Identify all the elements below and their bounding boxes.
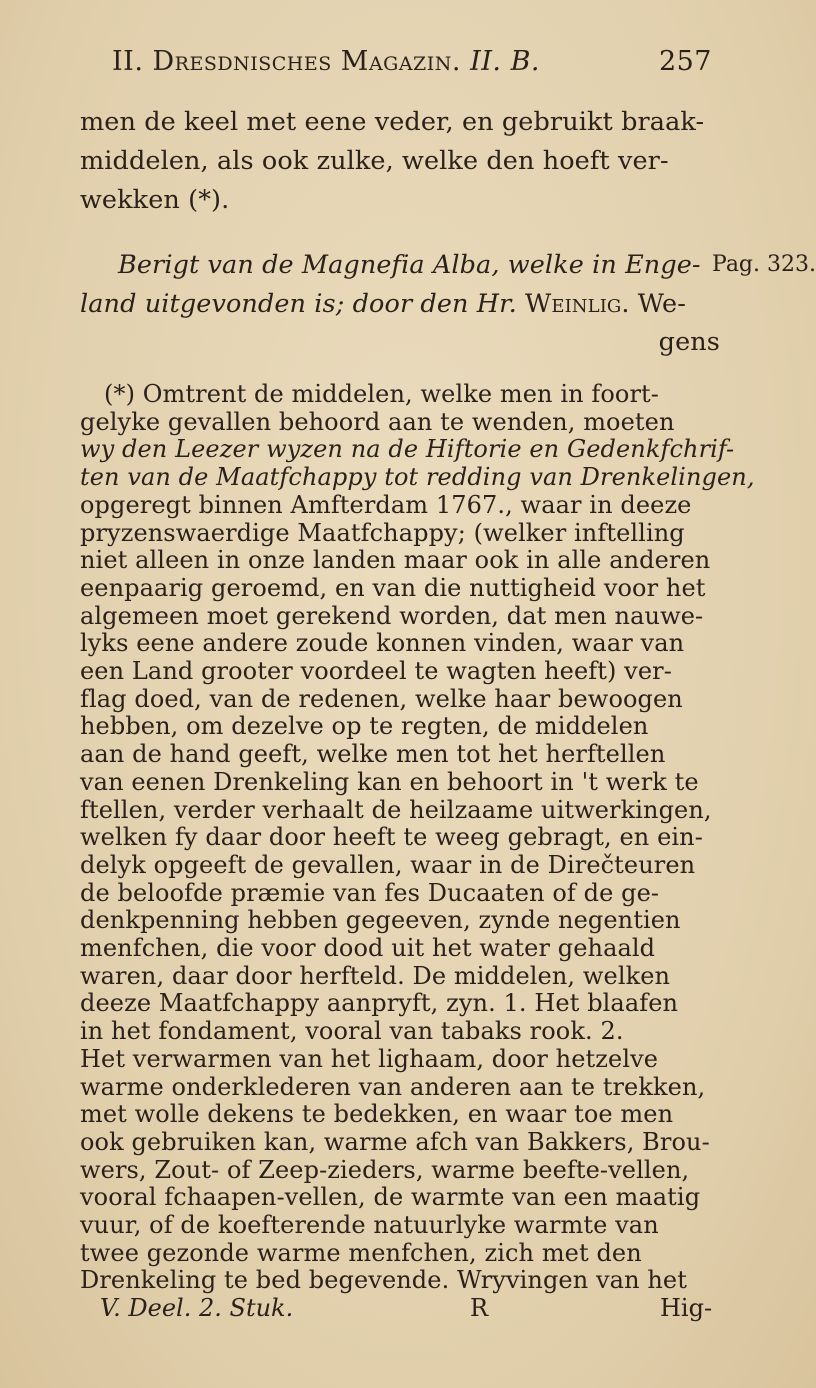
footnote-line: hebben, om dezelve op te regten, de middelen: [80, 712, 649, 741]
footnote-line: pryzenswaerdige Maatfchappy; (welker inftelling: [80, 518, 685, 547]
footnote-line: twee gezonde warme menfchen, zich met den: [80, 1238, 642, 1267]
footnote-line: ten van de Maatfchappy tot redding van Drenkelingen,: [80, 463, 755, 492]
footnote-line: lyks eene andere zoude konnen vinden, waar van: [80, 629, 685, 658]
footnote-line: wers, Zout- of Zeep-zieders, warme beefte-vellen,: [80, 1155, 690, 1184]
catchword: Hig-: [660, 1294, 713, 1323]
footnote-line: opgeregt binnen Amfterdam 1767., waar in deeze: [80, 490, 692, 519]
footnote-line: waren, daar door herfteld. De middelen, welken: [80, 961, 671, 990]
section-author: Weinlig: [525, 289, 622, 319]
margin-note: Pag. 323.: [712, 252, 816, 277]
footnote-line: ftellen, verder verhaalt de heilzaame uitwerkingen,: [80, 795, 712, 824]
footnote-line: vuur, of de koefterende natuurlyke warmte van: [80, 1211, 659, 1239]
section-heading-text: land uitgevonden is; door den Hr.: [80, 289, 526, 319]
footnote-line: Drenkeling te bed begevende. Wryvingen van het: [80, 1266, 687, 1295]
section-heading-tail: . We-: [621, 289, 686, 319]
footnote-line: wy den Leezer wyzen na de Hiftorie en Gedenkfchrif-: [80, 435, 735, 464]
footnote-line: welken fy daar door heeft te weeg gebragt, en ein-: [80, 823, 703, 852]
body-line: wekken (*).: [80, 185, 230, 215]
footnote-line: de beloofde præmie van fes Ducaaten of de ge-: [80, 878, 660, 907]
footnote-line: vooral fchaapen-vellen, de warmte van een maatig: [80, 1183, 701, 1212]
footnote-line: ook gebruiken kan, warme afch van Bakkers, Brou-: [80, 1127, 710, 1156]
header-magazine-title: Dresdnisches Magazin.: [152, 46, 461, 77]
body-line: men de keel met eene veder, en gebruikt braak-: [80, 107, 705, 137]
footnote-line: van eenen Drenkeling kan en behoort in 't werk te: [80, 767, 699, 796]
running-header: [112, 42, 712, 82]
footnote-line: aan de hand geeft, welke men tot het herftellen: [80, 740, 666, 769]
footnote-line: in het fondament, vooral van tabaks rook. 2.: [80, 1017, 624, 1046]
footnote-line: Het verwarmen van het lighaam, door hetzelve: [80, 1044, 659, 1073]
footnote-line: eenpaarig geroemd, en van die nuttigheid voor het: [80, 573, 706, 602]
gathering-mark: R: [470, 1294, 489, 1323]
footnote-line: een Land grooter voordeel te wagten heeft) ver-: [80, 657, 672, 685]
catch-gens: gens: [658, 327, 720, 357]
page-number: 257: [658, 46, 712, 77]
footnote-line: deeze Maatfchappy aanpryft, zyn. 1. Het blaafen: [80, 989, 679, 1018]
footnote-line: algemeen moet gerekend worden, dat men nauwe-: [80, 601, 704, 630]
footnote-line: flag doed, van de redenen, welke haar bewoogen: [80, 684, 683, 713]
signature-mark: V. Deel. 2. Stuk.: [100, 1294, 294, 1323]
footnote-line: met wolle dekens te bedekken, en waar toe men: [80, 1100, 674, 1129]
footnote-line: delyk opgeeft de gevallen, waar in de Direčteuren: [80, 850, 696, 879]
body-line: middelen, als ook zulke, welke den hoeft ver-: [80, 146, 669, 176]
footnote-line: denkpenning hebben gegeeven, zynde negentien: [80, 906, 681, 935]
footnote-line: warme onderklederen van anderen aan te trekken,: [80, 1072, 706, 1101]
footnote-line: niet alleen in onze landen maar ook in alle anderen: [80, 546, 711, 575]
section-heading-line-1: Berigt van de Magnefia Alba, welke in Enge-: [118, 250, 701, 280]
section-heading-line-2: [80, 284, 720, 324]
header-part: II. B.: [460, 46, 540, 77]
footnote-line: (*) Omtrent de middelen, welke men in foort-: [104, 380, 660, 408]
footnote-line: gelyke gevallen behoord aan te wenden, moeten: [80, 407, 675, 436]
header-volume: II.: [112, 46, 153, 77]
footnote-line: menfchen, die voor dood uit het water gehaald: [80, 934, 656, 962]
